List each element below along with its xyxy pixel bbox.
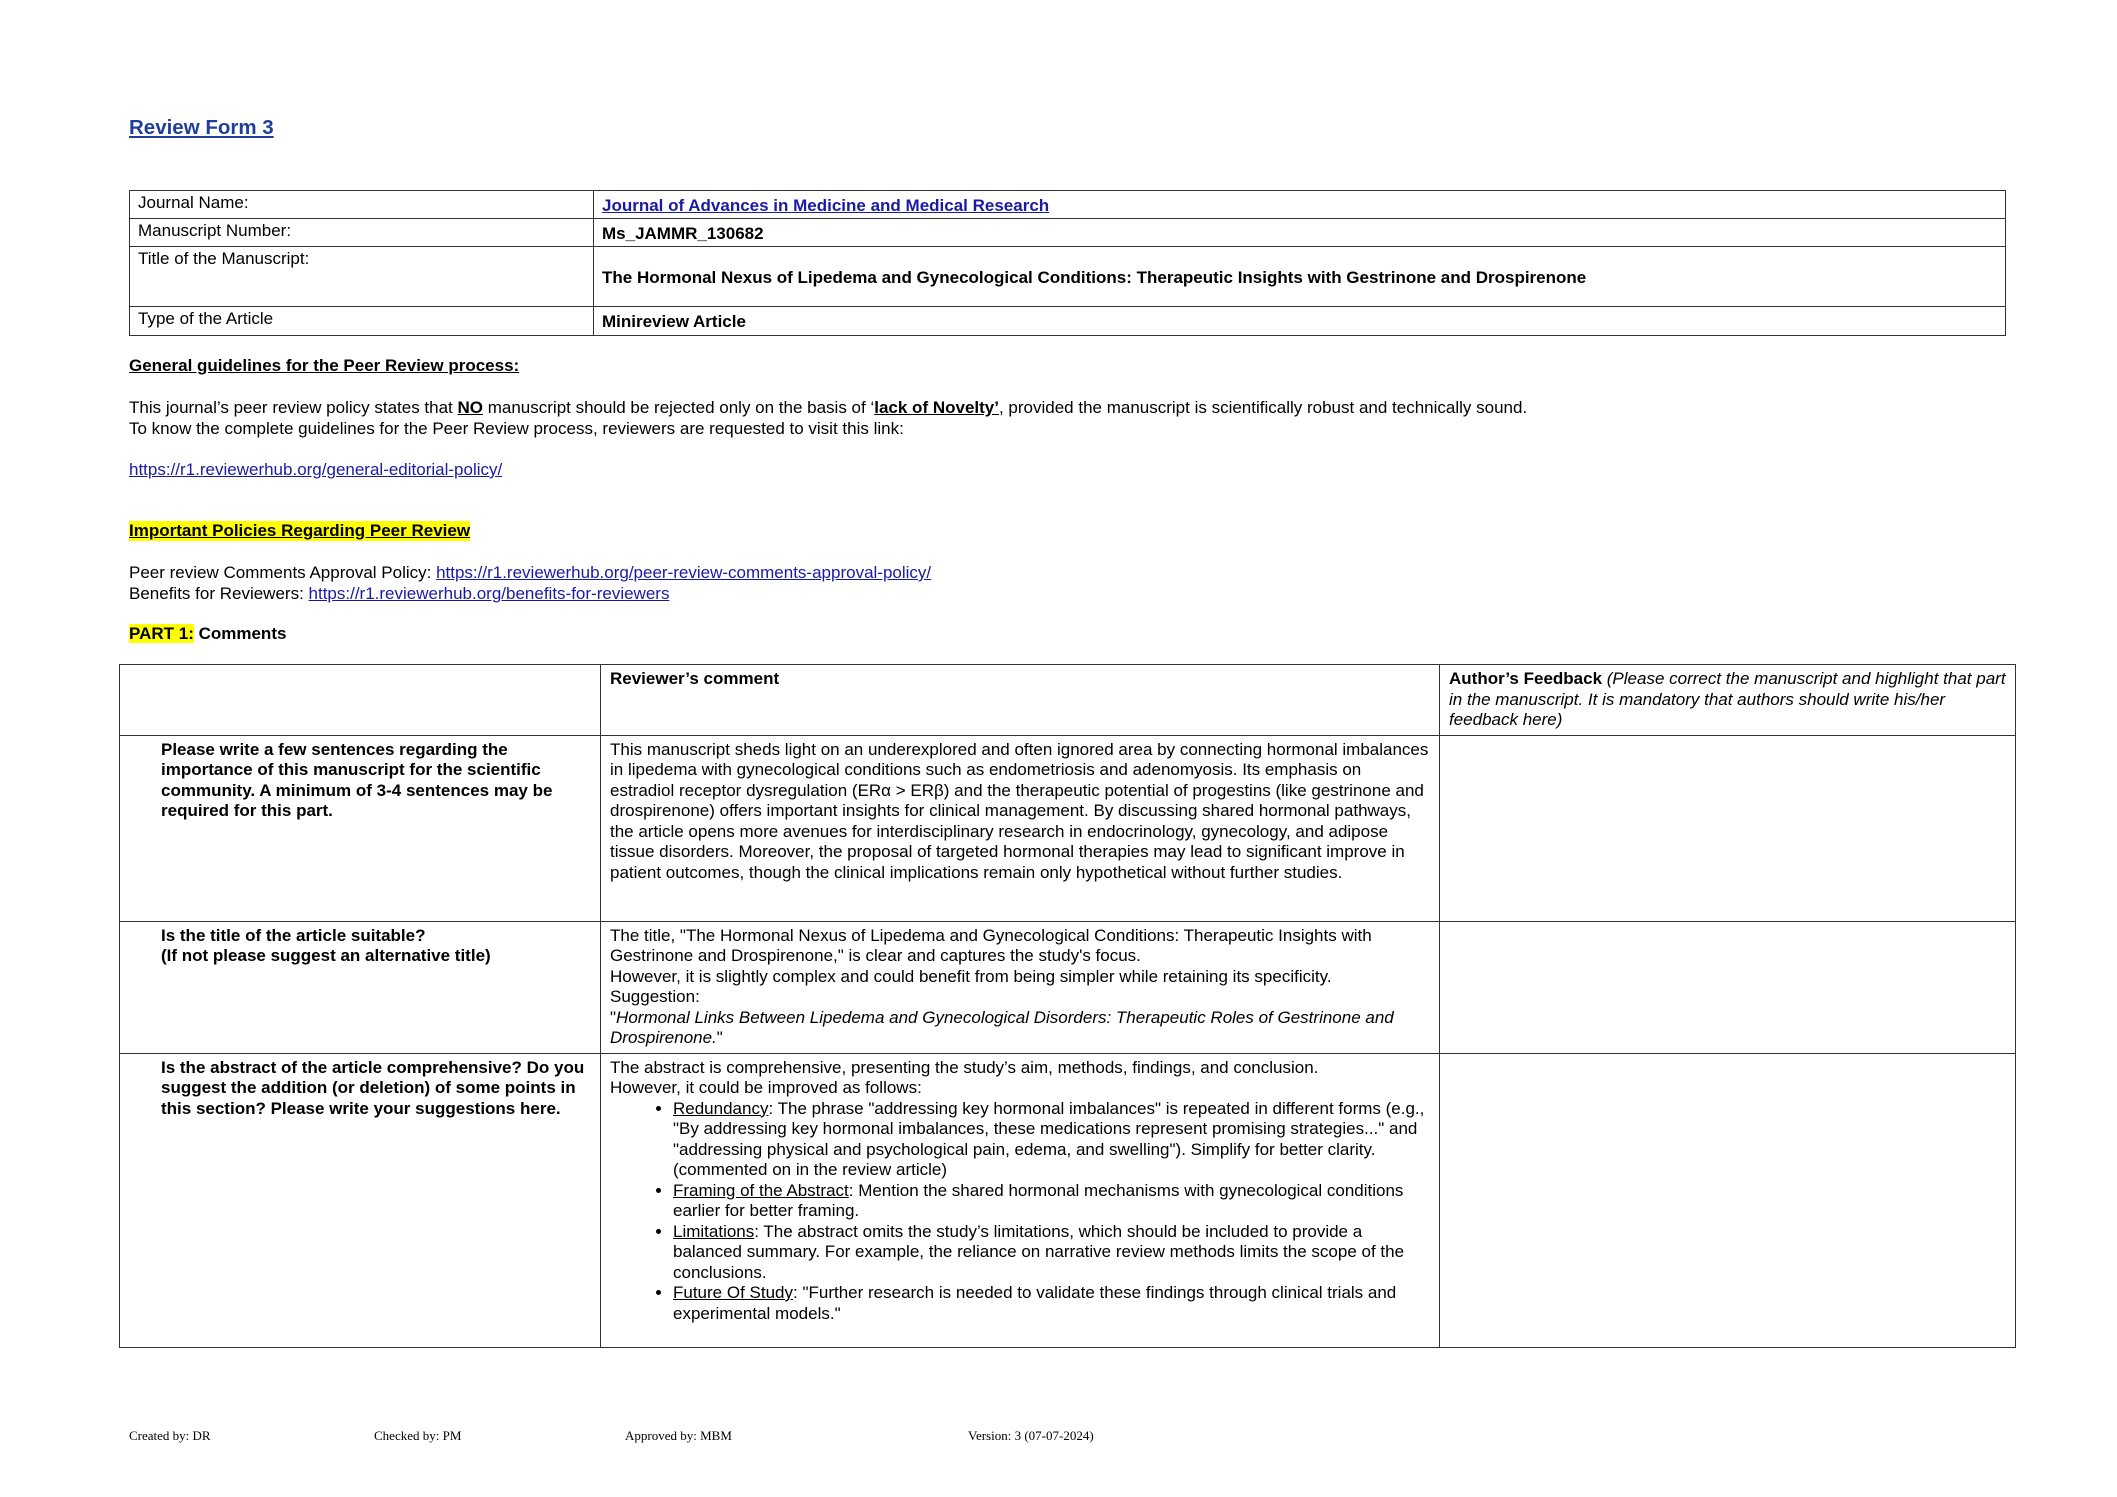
reviewer-comment[interactable]: This manuscript sheds light on an underexplored and often ignored area by connecting hormonal imbalances in lipedema with gynecological conditions such as endometriosis and adenomyosis. Its emphasis on estradiol receptor dysregulation (ERα > ERβ) and the therapeutic potential of progestins (like gestrinone and drospirenone) offers important insights for clinical management. By discussing shared hormonal pathways, the article opens more avenues for interdisciplinary research in endocrinology, gynecology, and adipose tissue disorders. Moreover, the proposal of targeted hormonal therapies may lead to significant improve in patient outcomes, though the clinical implications remain only hypothetical without further studies. <box>601 735 1440 921</box>
guidelines-heading: General guidelines for the Peer Review process: <box>129 356 520 375</box>
author-feedback-title: Author’s Feedback <box>1449 669 1603 688</box>
manuscript-number-label: Manuscript Number: <box>130 219 594 247</box>
policies-heading: Important Policies Regarding Peer Review <box>129 521 471 540</box>
page-title[interactable]: Review Form 3 <box>129 116 274 139</box>
author-feedback-note: (Please correct the manuscript and highlight that part in the manuscript. It is mandatory that authors should write his/her feedback here) <box>1449 669 2006 729</box>
list-item <box>673 1222 1430 1284</box>
bullet-text: : Mention the shared hormonal mechanisms with gynecological conditions earlier for better framing. <box>673 1180 1404 1220</box>
table-row <box>120 921 2016 1053</box>
approval-policy-label: Peer review Comments Approval Policy: <box>129 563 437 582</box>
question-line: (If not please suggest an alternative title) <box>161 946 491 965</box>
policy-text: This journal’s peer review policy states that <box>129 398 458 417</box>
author-feedback-cell[interactable] <box>1440 735 2016 921</box>
reviewer-comment[interactable] <box>601 921 1440 1053</box>
bullet-text: : The abstract omits the study’s limitations, which should be included to provide a balanced summary. For example, the reliance on narrative review methods limits the scope of the conclusions. <box>673 1221 1405 1282</box>
list-item <box>673 1099 1430 1181</box>
journal-link[interactable]: Journal of Advances in Medicine and Medical Research <box>602 196 1050 215</box>
list-item <box>673 1283 1430 1324</box>
manuscript-info-table <box>129 190 2006 336</box>
footer-created: Created by: DR <box>129 1428 211 1443</box>
bullet-term: Redundancy <box>673 1098 769 1118</box>
editorial-policy-link[interactable]: https://r1.reviewerhub.org/general-editorial-policy/ <box>129 460 503 479</box>
part1-label: PART 1: <box>129 624 194 643</box>
bullet-term: Limitations <box>673 1221 755 1241</box>
comment-line: However, it could be improved as follows: <box>610 1078 922 1097</box>
comment-line: However, it is slightly complex and could benefit from being simpler while retaining its specificity. <box>610 966 1332 986</box>
policy-text: , provided the manuscript is scientifically robust and technically sound. <box>998 398 1528 417</box>
suggestion-list <box>610 1099 1430 1325</box>
part1-title: Comments <box>193 624 287 643</box>
manuscript-title: The Hormonal Nexus of Lipedema and Gynecological Conditions: Therapeutic Insights with Gestrinone and Drospirenone <box>594 247 2006 307</box>
footer-version: Version: 3 (07-07-2024) <box>968 1428 1094 1443</box>
manuscript-title-label: Title of the Manuscript: <box>130 247 594 307</box>
novelty-emphasis: lack of Novelty’ <box>874 398 999 417</box>
no-emphasis: NO <box>457 398 484 417</box>
question <box>120 921 601 1053</box>
reviewer-comment[interactable] <box>601 1053 1440 1347</box>
part1-heading <box>129 624 286 644</box>
bullet-text: : "Further research is needed to validate these findings through clinical trials and experimental models." <box>673 1283 1397 1323</box>
question-line: Is the title of the article suitable? <box>161 925 426 945</box>
author-feedback-cell[interactable] <box>1440 921 2016 1053</box>
benefits-label: Benefits for Reviewers: <box>129 584 309 603</box>
table-row <box>120 735 2016 921</box>
bullet-term: Framing of the Abstract <box>673 1180 849 1200</box>
list-item <box>673 1181 1430 1222</box>
reviewer-comment-header: Reviewer’s comment <box>601 665 1440 736</box>
question: Is the abstract of the article comprehensive? Do you suggest the addition (or deletion) of some points in this section? Please write your suggestions here. <box>120 1053 601 1347</box>
guidelines-text <box>129 397 1527 439</box>
bullet-term: Future Of Study <box>673 1283 793 1302</box>
suggested-title: "Hormonal Links Between Lipedema and Gynecological Disorders: Therapeutic Roles of Gestrinone and Drospirenone." <box>610 1007 1394 1047</box>
suggested-title-text: Hormonal Links Between Lipedema and Gynecological Disorders: Therapeutic Roles of Gestrinone and Drospirenone. <box>610 1007 1394 1047</box>
footer-approved: Approved by: MBM <box>625 1428 732 1443</box>
author-feedback-cell[interactable] <box>1440 1053 2016 1347</box>
journal-label: Journal Name: <box>130 191 594 219</box>
bullet-text: : The phrase "addressing key hormonal imbalances" is repeated in different forms (e.g., "By addressing key hormonal imbalances, these medications represent promising strategies..." and "addressing physical and psychological pain, edema, and swelling"). Simplify for better clarity. (commented on in the review article) <box>673 1098 1425 1179</box>
article-type: Minireview Article <box>594 307 2006 336</box>
policy-text: manuscript should be rejected only on the basis of ‘ <box>483 398 875 417</box>
policy-links <box>129 562 931 604</box>
table-row <box>120 1053 2016 1347</box>
comments-table <box>119 664 2016 1348</box>
guidelines-instruction: To know the complete guidelines for the Peer Review process, reviewers are requested to visit this link: <box>129 419 904 438</box>
article-type-label: Type of the Article <box>130 307 594 336</box>
comment-line: The title, "The Hormonal Nexus of Lipedema and Gynecological Conditions: Therapeutic Insights with Gestrinone and Drospirenone," is clear and captures the study's focus. <box>610 925 1372 965</box>
question: Please write a few sentences regarding the importance of this manuscript for the scientific community. A minimum of 3-4 sentences may be required for this part. <box>120 735 601 921</box>
manuscript-number: Ms_JAMMR_130682 <box>594 219 2006 247</box>
benefits-link[interactable]: https://r1.reviewerhub.org/benefits-for-reviewers <box>308 584 670 603</box>
comment-line: Suggestion: <box>610 987 700 1006</box>
comment-line: The abstract is comprehensive, presenting the study’s aim, methods, findings, and conclusion. <box>610 1057 1319 1077</box>
empty-header-cell <box>120 665 601 736</box>
author-feedback-header <box>1440 665 2016 736</box>
footer-checked: Checked by: PM <box>374 1428 462 1443</box>
approval-policy-link[interactable]: https://r1.reviewerhub.org/peer-review-comments-approval-policy/ <box>436 563 932 582</box>
